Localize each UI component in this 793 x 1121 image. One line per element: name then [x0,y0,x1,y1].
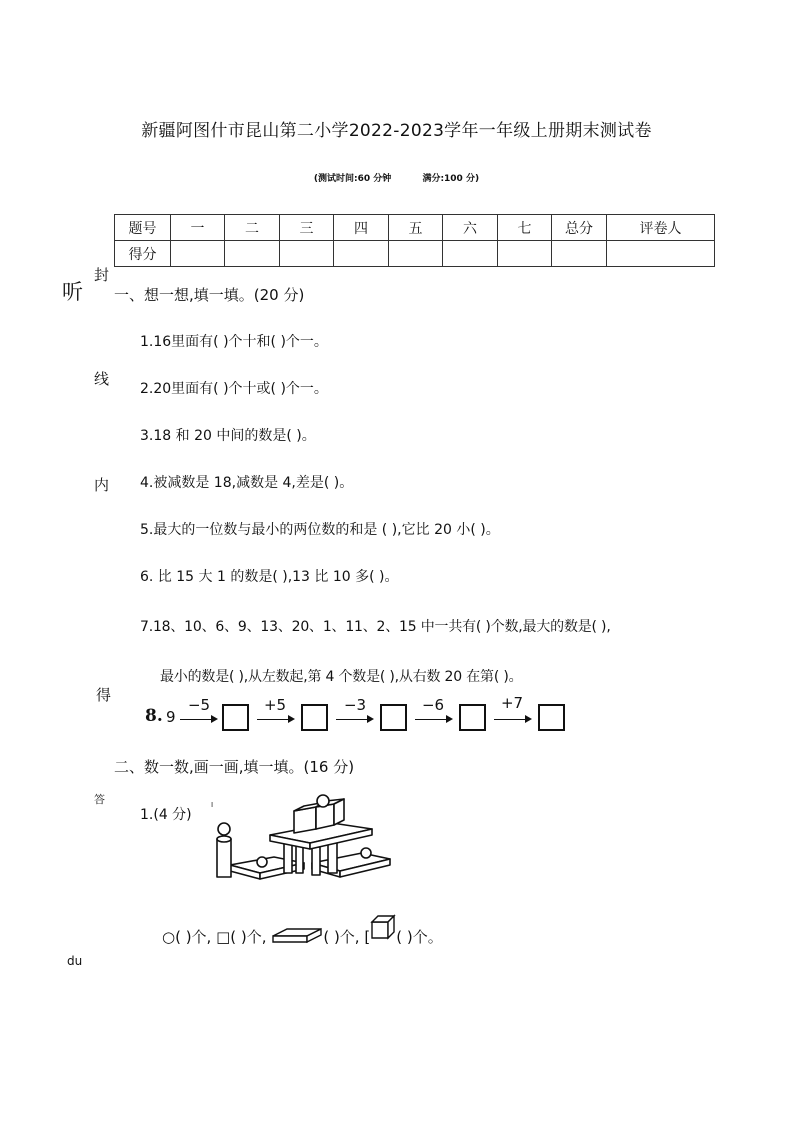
question-7-line1: 7.18、10、6、9、13、20、1、11、2、15 中一共有( )个数,最大的数是( ), [140,619,611,635]
chain-op-4: −6 [421,696,445,714]
square-count: □( )个, [216,928,267,946]
margin-char-nei: 内 [94,476,110,494]
margin-char-da: 答 [94,793,105,806]
score-table-score-row [115,241,715,267]
section2-question-1-label: 1.(4 分) [140,807,192,823]
exam-time: (测试时间:60 分钟 [313,174,392,184]
chain-arrow-1 [180,719,216,720]
chain-op-1: −5 [187,696,211,714]
score-table-header-row [115,215,715,241]
score-cell: 五 [389,215,443,241]
question-1: 1.16里面有( )个十和( )个一。 [140,334,328,350]
chain-op-3: −3 [343,696,367,714]
stray-mark: ˡ [211,800,213,814]
question-8-label: 8. [145,706,163,726]
answer-box-4[interactable] [459,704,486,731]
margin-char-feng: 封 [94,266,110,284]
question-4: 4.被减数是 18,减数是 4,差是( )。 [140,475,354,491]
chain-arrow-3 [336,719,372,720]
answer-box-2[interactable] [301,704,328,731]
chain-arrow-4 [415,719,451,720]
blocks-illustration [212,793,394,885]
score-input-cell[interactable] [389,241,443,267]
exam-full-score: 满分:100 分) [422,174,480,184]
answer-box-1[interactable] [222,704,249,731]
score-input-cell[interactable] [552,241,607,267]
chain-op-5: +7 [500,694,524,712]
section1-heading: 一、想一想,填一填。(20 分) [114,286,305,304]
score-input-cell[interactable] [280,241,334,267]
small-cube-icon [370,914,396,940]
score-input-cell[interactable] [607,241,715,267]
score-cell: 题号 [115,215,171,241]
section2-heading: 二、数一数,画一画,填一填。(16 分) [114,758,355,776]
question-6: 6. 比 15 大 1 的数是( ),13 比 10 多( )。 [140,569,399,585]
margin-char-xian: 线 [94,370,110,388]
chain-arrow-5 [494,719,530,720]
question-7-line2: 最小的数是( ),从左数起,第 4 个数是( ),从右数 20 在第( )。 [160,669,523,685]
score-cell: 二 [225,215,280,241]
page-title: 新疆阿图什市昆山第二小学2022-2023学年一年级上册期末测试卷 [141,121,652,141]
ball-icon [218,823,230,835]
margin-char-de: 得 [96,686,112,704]
score-cell: 七 [498,215,552,241]
score-cell: 六 [443,215,498,241]
circle-count: ○( )个, [162,928,212,946]
answer-box-5[interactable] [538,704,565,731]
score-cell: 四 [334,215,389,241]
score-table [114,214,715,267]
counting-line [162,914,443,947]
cuboid-icon [271,926,323,944]
score-row-label: 得分 [115,241,171,267]
score-cell: 评卷人 [607,215,715,241]
score-input-cell[interactable] [171,241,225,267]
cylinder-left-icon [217,839,231,877]
bracket-mark: [ [364,928,371,946]
answer-box-3[interactable] [380,704,407,731]
cuboid-count: ( )个, [323,928,360,946]
pillar-icon [284,843,292,873]
cube-count: ( )个。 [396,928,443,946]
chain-op-2: +5 [263,696,287,714]
score-cell: 总分 [552,215,607,241]
score-input-cell[interactable] [498,241,552,267]
score-cell: 一 [171,215,225,241]
chain-start-number: 9 [166,708,176,726]
question-5: 5.最大的一位数与最小的两位数的和是 ( ),它比 20 小( )。 [140,522,500,538]
score-input-cell[interactable] [225,241,280,267]
score-input-cell[interactable] [334,241,389,267]
margin-char-ting: 听 [62,280,83,304]
chain-arrow-2 [257,719,293,720]
margin-text-du: du [67,954,83,968]
exam-info [0,171,793,184]
question-2: 2.20里面有( )个十或( )个一。 [140,381,328,397]
question-3: 3.18 和 20 中间的数是( )。 [140,428,316,444]
score-input-cell[interactable] [443,241,498,267]
score-cell: 三 [280,215,334,241]
